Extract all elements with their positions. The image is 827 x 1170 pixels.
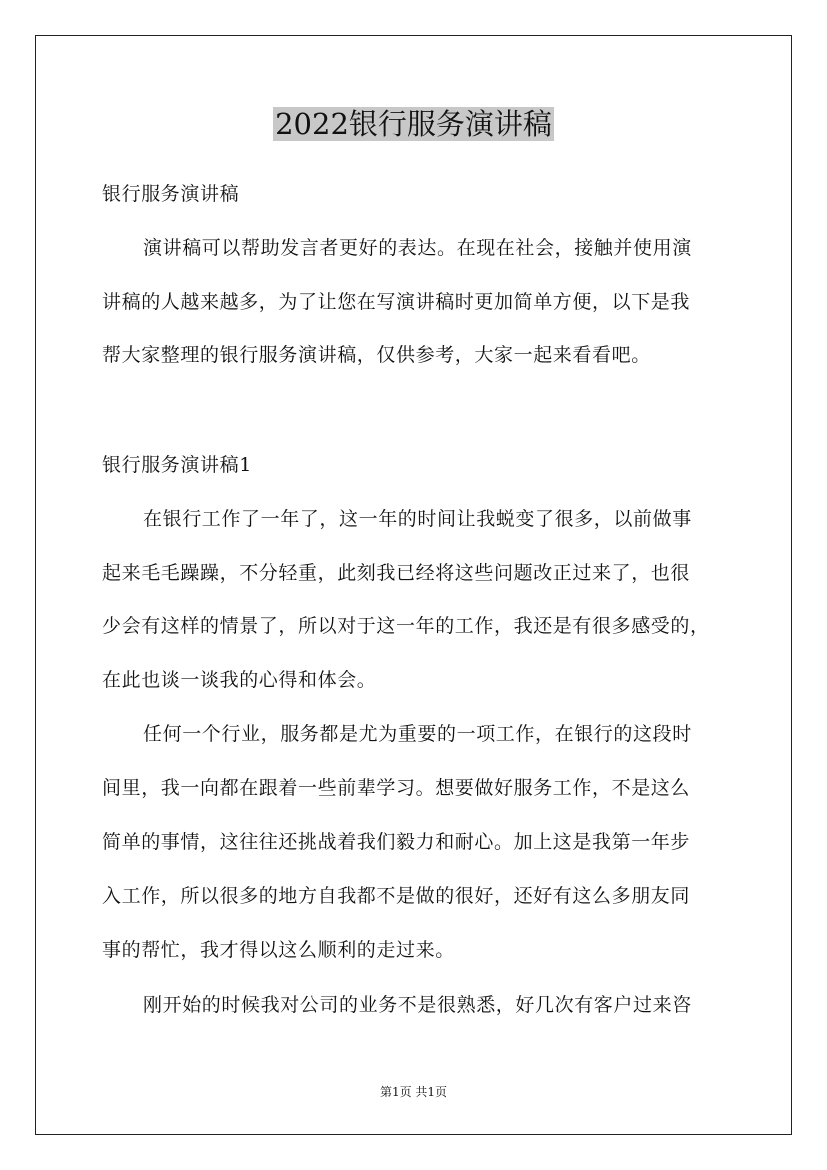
paragraph1-line-4: 在此也谈一谈我的心得和体会。 — [102, 669, 377, 691]
paragraph3-line-1: 刚开始的时候我对公司的业务不是很熟悉，好几次有客户过来咨 — [143, 994, 692, 1016]
paragraph2-line-3: 简单的事情，这往往还挑战着我们毅力和耐心。加上这是我第一年步 — [102, 831, 691, 853]
intro-line-3: 帮大家整理的银行服务演讲稿，仅供参考，大家一起来看看吧。 — [102, 344, 651, 366]
paragraph1-line-2: 起来毛毛躁躁，不分轻重，此刻我已经将这些问题改正过来了，也很 — [102, 562, 691, 584]
intro-line-1: 演讲稿可以帮助发言者更好的表达。在现在社会，接触并使用演 — [143, 237, 692, 259]
paragraph1-line-1: 在银行工作了一年了，这一年的时间让我蜕变了很多，以前做事 — [143, 508, 692, 530]
document-title — [0, 104, 827, 144]
document-subtitle: 银行服务演讲稿 — [102, 183, 240, 205]
paragraph1-line-3: 少会有这样的情景了，所以对于这一年的工作，我还是有很多感受的， — [102, 615, 710, 637]
document-title-text: 2022银行服务演讲稿 — [275, 107, 552, 141]
paragraph2-line-4: 入工作，所以很多的地方自我都不是做的很好，还好有这么多朋友同 — [102, 885, 691, 907]
intro-line-2: 讲稿的人越来越多，为了让您在写演讲稿时更加简单方便，以下是我 — [102, 291, 691, 313]
page-footer: 第1页 共1页 — [379, 1085, 448, 1099]
paragraph2-line-2: 间里，我一向都在跟着一些前辈学习。想要做好服务工作，不是这么 — [102, 777, 691, 799]
paragraph2-line-1: 任何一个行业，服务都是尤为重要的一项工作，在银行的这段时 — [143, 723, 692, 745]
section-heading: 银行服务演讲稿1 — [102, 454, 252, 476]
paragraph2-line-5: 事的帮忙，我才得以这么顺利的走过来。 — [102, 939, 455, 961]
